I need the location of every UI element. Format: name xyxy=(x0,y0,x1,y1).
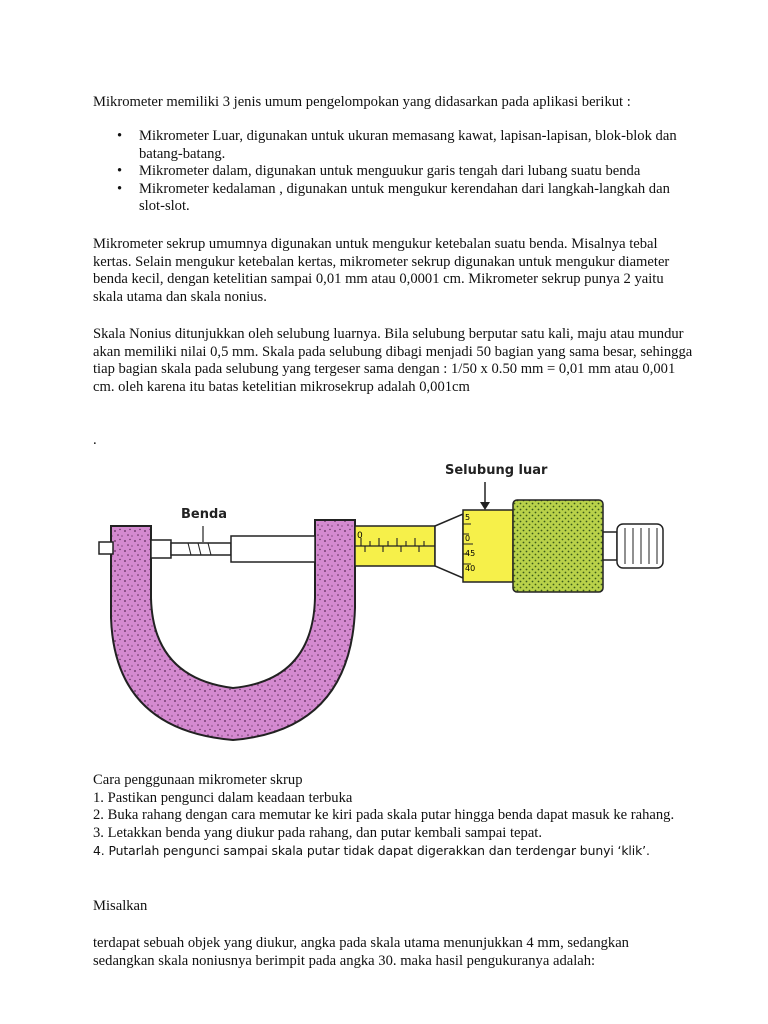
step-4: 4. Putarlah pengunci sampai skala putar tidak dapat digerakkan dan terdengar bunyi ‘klik’. xyxy=(93,843,650,858)
bullet-marker: • xyxy=(117,180,123,197)
micrometer-types-list xyxy=(93,128,693,216)
ratchet-stem xyxy=(603,532,617,560)
sleeve-scale-zero: 0 xyxy=(357,531,363,541)
thimble-mark-45: 45 xyxy=(465,549,476,558)
ratchet-knob xyxy=(617,524,663,568)
step-3: 3. Letakkan benda yang diukur pada rahang, dan putar kembali sampai tepat. xyxy=(93,824,543,841)
list-item: • Mikrometer kedalaman , digunakan untuk mengukur kerendahan dari langkah-langkah dan slot-slot. xyxy=(117,180,670,214)
intro-paragraph: Mikrometer memiliki 3 jenis umum pengelompokan yang didasarkan pada aplikasi berikut : xyxy=(93,94,631,110)
label-selubung-luar: Selubung luar xyxy=(445,463,548,478)
paragraph-mikrometer-sekrup: Mikrometer sekrup umumnya digunakan untuk mengukur ketebalan suatu benda. Misalnya tebal kertas. Selain mengukur ketebalan kertas, mikrometer sekrup digunakan untuk mengukur diameter benda kecil, dengan ketelitian sampai 0,01 mm atau 0,0001 cm. Mikrometer sekrup punya 2 yaitu skala utama dan skala nonius. xyxy=(93,236,670,305)
spindle xyxy=(231,536,315,562)
knurled-barrel xyxy=(513,500,603,592)
thimble-mark-5: 5 xyxy=(465,513,471,522)
step-2: 2. Buka rahang dengan cara memutar ke kiri pada skala putar hingga benda dapat masuk ke rahang. xyxy=(93,807,675,823)
paragraph-skala-nonius: Skala Nonius ditunjukkan oleh selubung luarnya. Bila selubung berputar satu kali, maju atau mundur akan memiliki nilai 0,5 mm. Skala pada selubung dibagi menjadi 50 bagian yang sama besar, sehingga tiap bagian skala pada selubung yang tergeser sama dengan : 1/50 x 0.50 mm = 0,01 mm atau 0,001 cm. oleh karena itu batas ketelitian mikrosekrup adalah 0,001cm xyxy=(93,326,693,395)
thimble-mark-40: 40 xyxy=(465,564,476,573)
micrometer-figure xyxy=(93,448,677,754)
thimble-mark-0: 0 xyxy=(465,534,471,543)
steps-section xyxy=(93,772,693,860)
anvil xyxy=(151,540,171,558)
example-paragraph: terdapat sebuah objek yang diukur, angka pada skala utama menunjukkan 4 mm, sedangkan sedangkan skala noniusnya berimpit pada angka 30. maka hasil pengukuranya adalah: xyxy=(93,935,629,969)
misalkan-heading: Misalkan xyxy=(93,898,148,914)
stray-dot: . xyxy=(93,432,97,448)
list-item: • Mikrometer dalam, digunakan untuk menguukur garis tengah dari lubang suatu benda xyxy=(117,163,641,179)
label-benda: Benda xyxy=(181,507,228,522)
steps-title: Cara penggunaan mikrometer skrup xyxy=(93,772,303,788)
list-item: • Mikrometer Luar, digunakan untuk ukuran memasang kawat, lapisan-lapisan, blok-blok dan batang-batang. xyxy=(117,128,677,162)
micrometer-illustration xyxy=(93,448,677,754)
bullet-marker: • xyxy=(117,128,123,144)
step-1: 1. Pastikan pengunci dalam keadaan terbuka xyxy=(93,789,353,806)
thimble-taper xyxy=(435,514,463,578)
bullet-marker: • xyxy=(117,163,123,179)
